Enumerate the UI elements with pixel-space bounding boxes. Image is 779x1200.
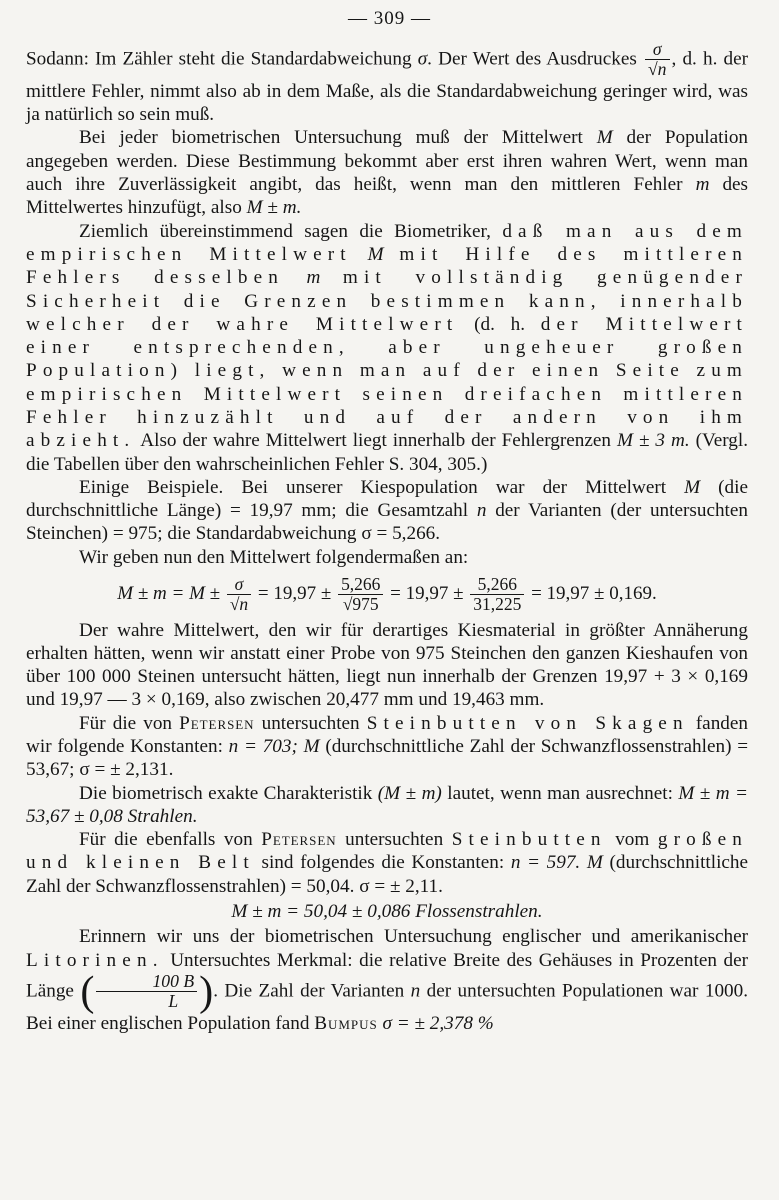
author-name: Petersen — [261, 829, 337, 851]
spaced-text: Steinbutten von Skagen — [366, 712, 689, 734]
sigma-symbol: σ — [417, 48, 428, 70]
text: des Mittelwertes hinzufügt, also — [26, 174, 749, 219]
text: der Varianten (der untersuchten Steinchen) = 975; die Standardabweichung — [26, 500, 749, 545]
text: Für die von — [79, 712, 173, 734]
math-M: M — [596, 127, 613, 149]
text: , d. h. der mittlere Fehler, nimmt also ab in dem Maße, als die Standardabweichung geringer wird, was ja natürlich so sein muß. — [26, 48, 749, 126]
text: Die biometrisch exakte Charakteristik — [79, 782, 373, 804]
text: vom — [615, 829, 650, 851]
paragraph-4 — [26, 476, 748, 546]
author-name: Petersen — [179, 712, 255, 734]
math-expression: M ± 3 m. — [617, 430, 690, 452]
formula-term: = 19,97 ± — [257, 583, 332, 605]
text: der Population angegeben werden. Diese Bestimmung bekommt aber erst ihren wahren Wert, wenn man auch ihre Zuverlässigkeit angibt, das heißt, wenn man den mittleren Fehler — [26, 127, 749, 196]
paragraph-8 — [26, 782, 748, 829]
centered-result — [26, 900, 748, 923]
text: fanden wir folgende Konstanten: — [26, 712, 749, 757]
text: untersuchten — [261, 712, 360, 734]
text: (Vergl. die Tabellen über den wahrscheinlichen Fehler S. 304, 305.) — [26, 430, 749, 475]
text: (durchschnittliche Zahl der Schwanzflossenstrahlen) = 53,67; — [26, 736, 749, 781]
left-paren: ( — [80, 967, 95, 1015]
spaced-text: daß man aus dem empirischen Mittelwert — [26, 220, 748, 265]
formula-term: = 19,97 ± — [390, 583, 464, 605]
math-expression: σ = ± 2,131. — [79, 759, 174, 781]
right-paren: ) — [199, 967, 214, 1015]
math-n: n — [410, 980, 421, 1002]
spaced-text: mit vollständig genügender Sicherheit die Grenzen bestimmen kann, innerhalb welcher der wahre Mittelwert — [26, 267, 748, 335]
text: Sodann: Im Zähler steht die Standardabweichung — [26, 48, 412, 70]
text: Wir geben nun den Mittelwert folgendermaßen an: — [79, 546, 469, 568]
math-m: m — [695, 174, 710, 196]
math-expression: σ = 5,266. — [361, 523, 441, 545]
math-n: n — [476, 500, 487, 522]
text: Für die ebenfalls von — [79, 829, 253, 851]
fraction: $\frac{5,266}{√975}$ — [338, 575, 383, 614]
math-M: M — [586, 852, 603, 874]
paragraph-10 — [26, 925, 748, 1035]
paragraph-3 — [26, 220, 748, 476]
formula-mean-error — [26, 575, 748, 614]
fraction-100B-over-L: $\frac{100 B}{L}$ — [96, 972, 197, 1012]
text: . Die Zahl der Varianten — [213, 980, 405, 1002]
formula-term: M ± m = M ± — [117, 583, 221, 605]
spaced-text: mit Hilfe des mittleren Fehlers desselben — [26, 243, 749, 289]
text: . Der Wert des Ausdruckes — [427, 48, 637, 70]
fraction-sigma-over-sqrt-n: $\frac{\sigma}{√n}$ — [645, 40, 670, 80]
paragraph-7 — [26, 712, 748, 782]
text: (d. h. — [474, 313, 526, 335]
paragraph-5 — [26, 546, 748, 569]
text: Einige Beispiele. Bei unserer Kiespopulation war der Mittelwert — [79, 476, 667, 498]
math-M: M — [684, 476, 701, 498]
page-body — [26, 40, 748, 1035]
math-expression: M ± m = 53,67 ± 0,08 Strahlen. — [26, 782, 749, 827]
text: Ziemlich übereinstimmend sagen die Biometriker, — [79, 220, 491, 242]
paragraph-9 — [26, 828, 748, 898]
fraction: $\frac{\sigma}{√n}$ — [227, 575, 251, 614]
paragraph-6 — [26, 619, 748, 712]
fraction: $\frac{5,266}{31,225}$ — [470, 575, 524, 614]
text: lautet, wenn man ausrechnet: — [447, 782, 673, 804]
text: Der wahre Mittelwert, den wir für derartiges Kiesmaterial in größter Annäherung erhalten hätten, wenn wir anstatt einer Probe von 975 Steinchen den ganzen Kieshaufen von über 100 000 Steinen untersucht hätten, liegt nun innerhalb der Grenzen 19,97 + 3 × 0,169 und 19,97 — 3 × 0,169, also zwischen 20,477 mm und 19,463 mm. — [26, 619, 748, 711]
text: Untersuchtes Merkmal: die relative Breite des Gehäuses in Prozenten der Länge — [26, 949, 749, 1002]
text: Also der wahre Mittelwert liegt innerhalb der Fehlergrenzen — [140, 430, 612, 452]
math-m: m — [306, 267, 321, 289]
text: der untersuchten Populationen war 1000. Bei einer englischen Population fand — [26, 980, 749, 1034]
spaced-text: der Mittelwert einer entsprechenden, aber ungeheuer großen Population) liegt, wenn man auf der einen Seite zum empirischen Mittelwert seinen dreifachen mittleren Fehler hinzuzählt und auf der andern von ihm abzieht. — [26, 313, 749, 452]
text: untersuchten — [345, 829, 444, 851]
math-expression: M ± m. — [246, 197, 302, 219]
spaced-text: Steinbutten — [451, 829, 607, 851]
text: (die durchschnittliche Länge) = 19,97 mm; die Gesamtzahl — [26, 476, 748, 522]
math-expression: M ± m = 50,04 ± 0,086 Flossenstrahlen. — [231, 901, 543, 923]
math-M: M — [367, 243, 384, 265]
text: Bei jeder biometrischen Untersuchung muß der Mittelwert — [79, 127, 583, 149]
text: Erinnern wir uns der biometrischen Untersuchung englischer und amerikanischer — [79, 926, 748, 948]
page-number: — 309 — — [348, 8, 431, 29]
paragraph-2 — [26, 126, 748, 219]
spaced-text: großen und kleinen Belt — [26, 829, 748, 874]
author-name: Bumpus — [314, 1012, 378, 1034]
math-expression: σ = ± 2,11. — [359, 875, 443, 897]
math-expression: σ = ± 2,378 % — [382, 1012, 494, 1034]
paragraph-1 — [26, 40, 748, 126]
math-M: M — [303, 736, 320, 757]
math-expression: (M ± m) — [377, 782, 442, 804]
math-expression: n = 597. — [510, 852, 581, 874]
math-expression: n = 703; — [228, 736, 298, 757]
text: sind folgendes die Konstanten: — [261, 852, 505, 874]
spaced-text: Litorinen. — [26, 949, 164, 971]
formula-term: = 19,97 ± 0,169. — [531, 583, 657, 605]
text: (durchschnittliche Zahl der Schwanzflossenstrahlen) = 50,04. — [26, 852, 749, 897]
